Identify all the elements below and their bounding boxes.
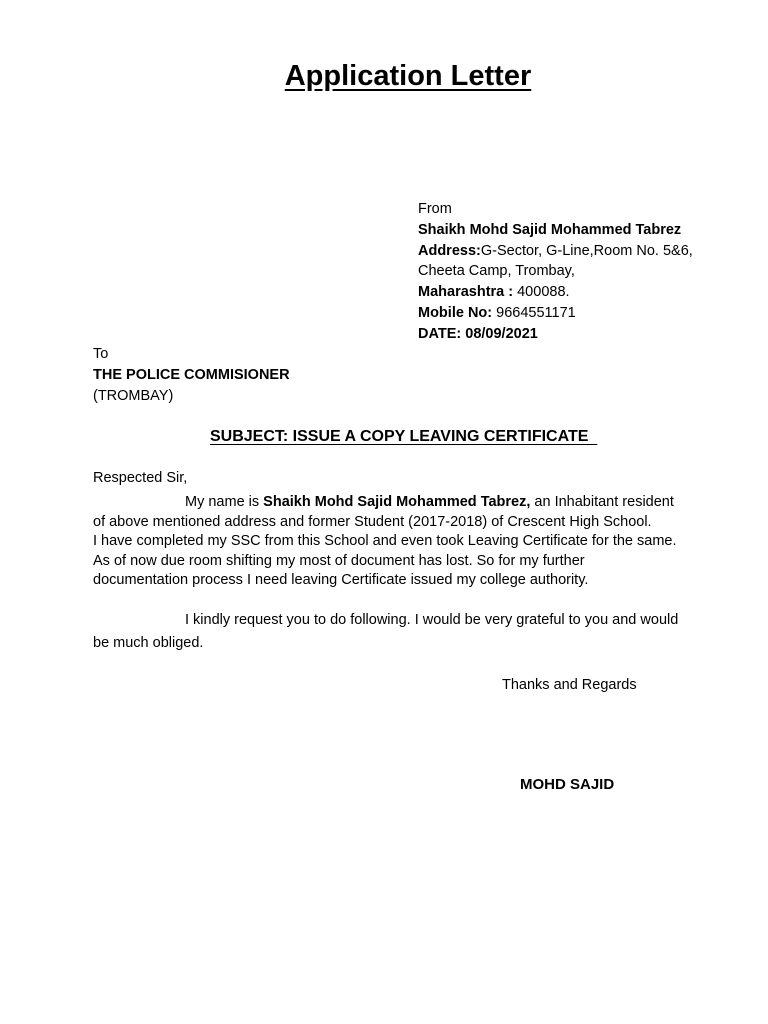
- sender-mobile-line: [418, 303, 758, 324]
- body-line-5: documentation process I need leaving Certificate issued my college authority.: [93, 572, 589, 589]
- body-line-3: I have completed my SSC from this School and even took Leaving Certificate for the same.: [93, 533, 677, 550]
- recipient-location: (TROMBAY): [93, 388, 174, 404]
- closing-text: Thanks and Regards: [502, 677, 637, 693]
- body-p2-line-1: I kindly request you to do following. I would be very grateful to you and would: [185, 612, 679, 628]
- sender-state-line: [418, 282, 758, 303]
- body-line-1: [93, 493, 733, 513]
- body-line-1-name: Shaikh Mohd Sajid Mohammed Tabrez,: [263, 494, 531, 510]
- letter-subject: SUBJECT: ISSUE A COPY LEAVING CERTIFICATE: [210, 428, 598, 445]
- letter-date: DATE: 08/09/2021: [418, 325, 538, 342]
- sender-address-line2: Cheeta Camp, Trombay,: [418, 263, 575, 280]
- salutation: Respected Sir,: [93, 470, 188, 486]
- address-label: Address:: [418, 242, 481, 259]
- from-label: From: [418, 201, 452, 217]
- state-label: Maharashtra :: [418, 284, 514, 301]
- sender-block: [418, 199, 758, 345]
- to-label: To: [93, 346, 109, 362]
- mobile-value: 9664551171: [492, 304, 576, 321]
- body-paragraph-1: [93, 493, 733, 591]
- recipient-block: [93, 344, 290, 407]
- address-value: G-Sector, G-Line,Room No. 5&6,: [480, 242, 693, 259]
- body-p2-line-2: be much obliged.: [93, 635, 204, 651]
- state-value: 400088.: [513, 284, 570, 301]
- body-line-4: As of now due room shifting my most of document has lost. So for my further: [93, 552, 585, 569]
- recipient-title: THE POLICE COMMISIONER: [93, 367, 290, 383]
- sender-address-line1: [418, 241, 758, 262]
- sender-name: Shaikh Mohd Sajid Mohammed Tabrez: [418, 221, 682, 238]
- page-title: Application Letter: [284, 60, 532, 92]
- mobile-label: Mobile No:: [418, 304, 493, 321]
- signature-name: MOHD SAJID: [520, 776, 615, 793]
- body-paragraph-2: [93, 609, 733, 655]
- body-line-1-prefix: My name is: [185, 494, 264, 510]
- body-line-2: of above mentioned address and former Student (2017-2018) of Crescent High School.: [93, 513, 652, 530]
- body-line-1-suffix: an Inhabitant resident: [530, 494, 674, 510]
